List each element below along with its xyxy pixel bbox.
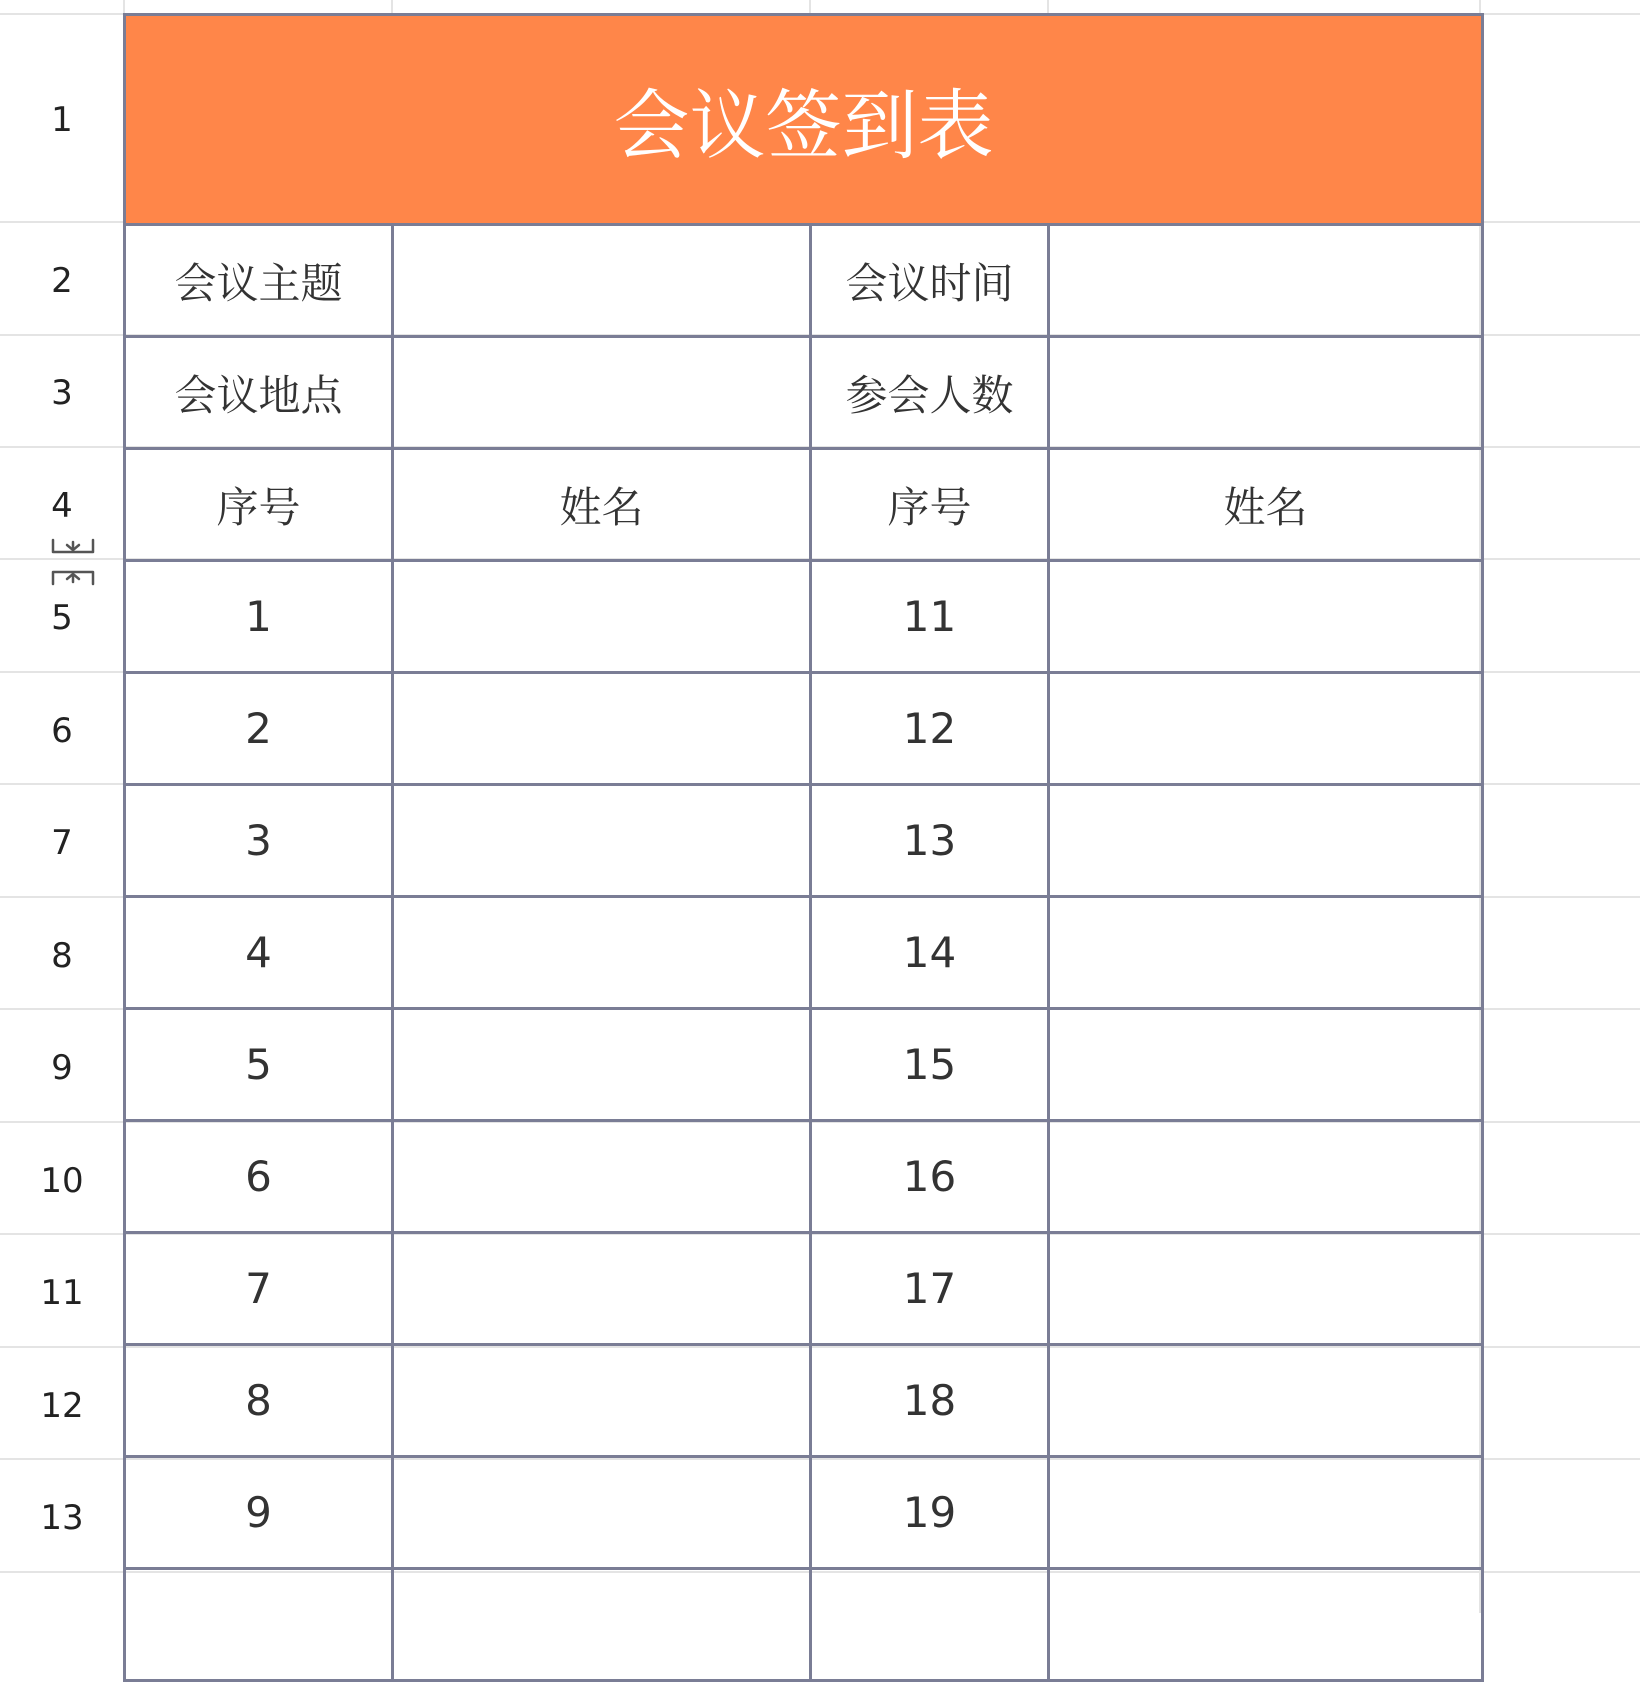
topic-value-cell[interactable] bbox=[393, 225, 811, 337]
row-header-7[interactable]: 7 bbox=[51, 823, 73, 863]
seq-cell-right[interactable]: 19 bbox=[811, 1457, 1049, 1569]
row-header-10[interactable]: 10 bbox=[40, 1161, 84, 1201]
name-cell-left[interactable] bbox=[393, 1345, 811, 1457]
row-header-9[interactable]: 9 bbox=[51, 1048, 73, 1088]
name-cell-right[interactable] bbox=[1049, 1121, 1483, 1233]
seq-cell-right[interactable]: 12 bbox=[811, 673, 1049, 785]
seq-cell-right[interactable]: 13 bbox=[811, 785, 1049, 897]
name-cell-left[interactable] bbox=[393, 1009, 811, 1121]
row-header-13[interactable]: 13 bbox=[40, 1498, 84, 1538]
seq-cell-right[interactable]: 14 bbox=[811, 897, 1049, 1009]
table-row bbox=[125, 561, 1483, 673]
name-header-right[interactable]: 姓名 bbox=[1049, 449, 1483, 561]
row-header-2[interactable]: 2 bbox=[51, 261, 73, 301]
seq-cell-right[interactable]: 17 bbox=[811, 1233, 1049, 1345]
row-header-11[interactable]: 11 bbox=[40, 1273, 84, 1313]
table-row bbox=[125, 1009, 1483, 1121]
seq-cell-left[interactable]: 1 bbox=[125, 561, 393, 673]
name-cell-right[interactable] bbox=[1049, 1009, 1483, 1121]
attendees-label[interactable]: 参会人数 bbox=[811, 337, 1049, 449]
table-row bbox=[125, 1121, 1483, 1233]
name-cell-left[interactable] bbox=[393, 897, 811, 1009]
row-header-8[interactable]: 8 bbox=[51, 936, 73, 976]
table-row bbox=[125, 785, 1483, 897]
seq-header-right[interactable]: 序号 bbox=[811, 449, 1049, 561]
table-row-partial bbox=[125, 1569, 1483, 1681]
name-cell-left[interactable] bbox=[393, 1457, 811, 1569]
name-cell-left[interactable] bbox=[393, 1569, 811, 1681]
seq-cell-left[interactable] bbox=[125, 1569, 393, 1681]
name-cell-right[interactable] bbox=[1049, 1345, 1483, 1457]
name-cell-right[interactable] bbox=[1049, 897, 1483, 1009]
seq-cell-left[interactable]: 7 bbox=[125, 1233, 393, 1345]
name-cell-right[interactable] bbox=[1049, 785, 1483, 897]
row-header-5[interactable]: 5 bbox=[51, 598, 73, 638]
name-cell-left[interactable] bbox=[393, 1121, 811, 1233]
seq-cell-right[interactable]: 11 bbox=[811, 561, 1049, 673]
name-cell-left[interactable] bbox=[393, 1233, 811, 1345]
column-header-row bbox=[125, 449, 1483, 561]
time-value-cell[interactable] bbox=[1049, 225, 1483, 337]
row-header-12[interactable]: 12 bbox=[40, 1386, 84, 1426]
row-header-3[interactable]: 3 bbox=[51, 373, 73, 413]
seq-cell-left[interactable]: 9 bbox=[125, 1457, 393, 1569]
seq-cell-left[interactable]: 4 bbox=[125, 897, 393, 1009]
seq-cell-left[interactable]: 6 bbox=[125, 1121, 393, 1233]
info-row-location-attendees bbox=[125, 337, 1483, 449]
table-row bbox=[125, 897, 1483, 1009]
location-label[interactable]: 会议地点 bbox=[125, 337, 393, 449]
seq-cell-left[interactable]: 5 bbox=[125, 1009, 393, 1121]
location-value-cell[interactable] bbox=[393, 337, 811, 449]
seq-cell-left[interactable]: 3 bbox=[125, 785, 393, 897]
table-row bbox=[125, 673, 1483, 785]
table-row bbox=[125, 1345, 1483, 1457]
row-header-6[interactable]: 6 bbox=[51, 711, 73, 751]
sheet-title[interactable]: 会议签到表 bbox=[125, 15, 1483, 225]
name-cell-right[interactable] bbox=[1049, 1457, 1483, 1569]
seq-header-left[interactable]: 序号 bbox=[125, 449, 393, 561]
title-row bbox=[125, 15, 1483, 225]
name-cell-right[interactable] bbox=[1049, 1233, 1483, 1345]
time-label[interactable]: 会议时间 bbox=[811, 225, 1049, 337]
seq-cell-left[interactable]: 8 bbox=[125, 1345, 393, 1457]
seq-cell-right[interactable] bbox=[811, 1569, 1049, 1681]
row-header-1[interactable]: 1 bbox=[51, 100, 73, 140]
seq-cell-right[interactable]: 15 bbox=[811, 1009, 1049, 1121]
table-row bbox=[125, 1233, 1483, 1345]
row-header-4[interactable]: 4 bbox=[51, 486, 73, 526]
name-cell-right[interactable] bbox=[1049, 673, 1483, 785]
name-cell-right[interactable] bbox=[1049, 561, 1483, 673]
row-resize-icon[interactable] bbox=[49, 538, 97, 586]
table-row bbox=[125, 1457, 1483, 1569]
name-header-left[interactable]: 姓名 bbox=[393, 449, 811, 561]
name-cell-left[interactable] bbox=[393, 673, 811, 785]
topic-label[interactable]: 会议主题 bbox=[125, 225, 393, 337]
attendees-value-cell[interactable] bbox=[1049, 337, 1483, 449]
sign-in-table bbox=[123, 13, 1484, 1682]
name-cell-left[interactable] bbox=[393, 561, 811, 673]
seq-cell-right[interactable]: 16 bbox=[811, 1121, 1049, 1233]
name-cell-left[interactable] bbox=[393, 785, 811, 897]
name-cell-right[interactable] bbox=[1049, 1569, 1483, 1681]
seq-cell-right[interactable]: 18 bbox=[811, 1345, 1049, 1457]
info-row-topic-time bbox=[125, 225, 1483, 337]
seq-cell-left[interactable]: 2 bbox=[125, 673, 393, 785]
